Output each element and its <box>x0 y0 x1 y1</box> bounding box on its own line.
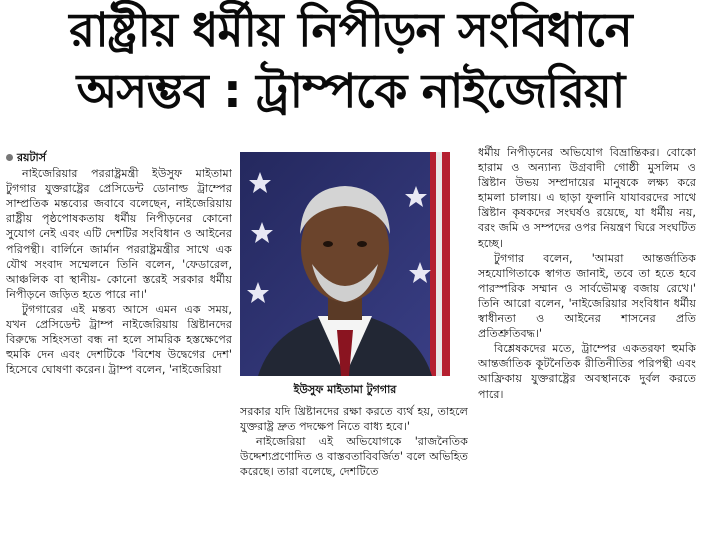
headline-line-2: অসম্ভব : ট্রাম্পকে নাইজেরিয়া <box>76 64 625 119</box>
headline-line-1: রাষ্ট্রীয় ধর্মীয় নিপীড়ন সংবিধানে <box>69 3 632 58</box>
paragraph: নাইজেরিয়া এই অভিযোগকে 'রাজনৈতিক উদ্দেশ্যপ্রণোদিত ও বাস্তবতাবিবর্জিত' বলে অভিহিত করেছে। তারা বলেছে, দেশটিতে <box>240 435 468 479</box>
paragraph: বিশ্লেষকদের মতে, ট্রাম্পের একতরফা হুমকি আন্তর্জাতিক কূটনৈতিক রীতিনীতির পরিপন্থী এবং আফ্রিকায় যুক্তরাষ্ট্রের অবস্থানকে দুর্বল করতে পারে। <box>478 342 696 401</box>
paragraph: সরকার যদি খ্রিষ্টানদের রক্ষা করতে ব্যর্থ হয়, তাহলে যুক্তরাষ্ট্র দ্রুত পদক্ষেপ নিতে বাধ্য হবে।' <box>240 405 468 434</box>
paragraph: টুগগার বলেন, 'আমরা আন্তর্জাতিক সহযোগিতাকে স্বাগত জানাই, তবে তা হতে হবে পারস্পরিক সম্মান ও সার্বভৌমত্ব বজায় রেখে।' তিনি আরো বলেন, 'নাইজেরিয়ার সংবিধান ধর্মীয় স্বাধীনতা ও আইনের শাসনের প্রতি প্রতিশ্রুতিবদ্ধ।' <box>478 251 696 341</box>
paragraph: ধর্মীয় নিপীড়নের অভিযোগ বিভ্রান্তিকর। বোকো হারাম ও অন্যান্য উগ্রবাদী গোষ্ঠী মুসলিম ও খ্রিষ্টান উভয় সম্প্রদায়ের মানুষকে লক্ষ্য করে হামলা চালায়। এ ছাড়া ফুলানি যাযাবরদের সাথে খ্রিষ্টান কৃষকদের সংঘর্ষও রয়েছে, যা ধর্মীয় নয়, বরং জমি ও সম্পদের ওপর নিয়ন্ত্রণ ঘিরে সংঘটিত হচ্ছে। <box>478 146 696 250</box>
paragraph: টুগগারের এই মন্তব্য আসে এমন এক সময়, যখন প্রেসিডেন্ট ট্রাম্প নাইজেরিয়ায় খ্রিষ্টানদের বিরুদ্ধে সহিংসতা বন্ধ না হলে সামরিক হস্তক্ষেপের হুমকি দেন এবং দেশটিকে 'বিশেষ উদ্বেগের দেশ' হিসেবে ঘোষণা করেন। ট্রাম্প বলেন, 'নাইজেরিয়া <box>6 302 232 377</box>
bullet-icon <box>6 154 13 161</box>
photo-caption: ইউসুফ মাইতামা টুগগার <box>293 383 397 396</box>
article-column-3 <box>478 145 696 550</box>
source-label: রয়টার্স <box>17 151 46 164</box>
paragraph: নাইজেরিয়ার পররাষ্ট্রমন্ত্রী ইউসুফ মাইতামা টুগগার যুক্তরাষ্ট্রের প্রেসিডেন্ট ডোনাল্ড ট্রাম্পের সাম্প্রতিক মন্তব্যের জবাবে বলেছেন, নাইজেরিয়ায় রাষ্ট্রীয় পৃষ্ঠপোষকতায় ধর্মীয় নিপীড়নের কোনো সুযোগ নেই এবং এটি দেশটির সংবিধান ও আইনের পরিপন্থী। বার্লিনে জার্মান পররাষ্ট্রমন্ত্রীর সাথে এক যৌথ সংবাদ সম্মেলনে তিনি বলেন, 'ফেডারেল, আঞ্চলিক বা স্থানীয়- কোনো স্তরেই সরকার ধর্মীয় নিপীড়নে জড়িত হতে পারে না।' <box>6 167 232 301</box>
article-column-1 <box>6 150 232 550</box>
source-line <box>6 150 232 165</box>
article-column-2 <box>240 404 468 550</box>
portrait-photo <box>240 152 450 376</box>
portrait-illustration <box>240 152 450 376</box>
